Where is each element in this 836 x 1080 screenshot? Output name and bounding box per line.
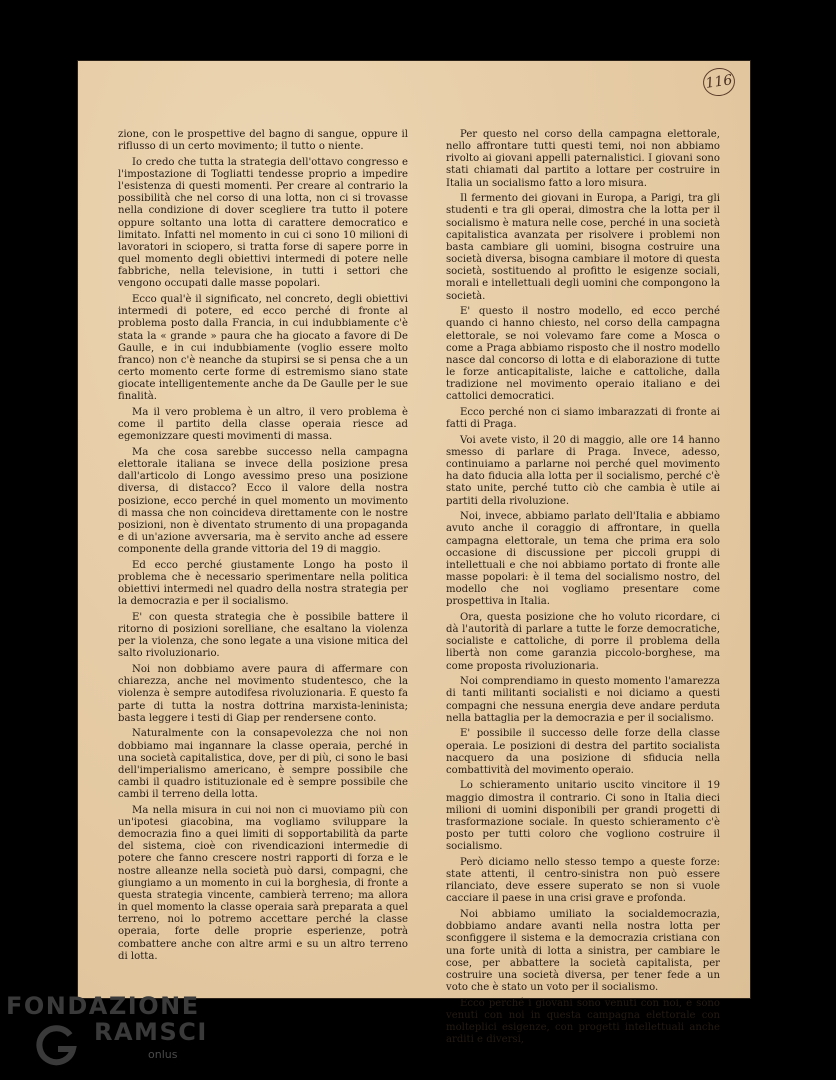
paragraph: E' con questa strategia che è possibile battere il ritorno di posizioni sorelliane, che esaltano la violenza per la violenza, che sono legate a una visione mitica del salto rivoluzionario. [118,611,408,660]
paragraph: Ed ecco perché giustamente Longo ha posto il problema che è necessario sperimentare nella politica obiettivi intermedi nel quadro della nostra strategia per la democrazia e per il socialismo. [118,559,408,608]
paragraph: Però diciamo nello stesso tempo a queste forze: state attenti, il centro-sinistra non può essere rilanciato, deve essere superato se non si vuole cacciare il paese in una crisi grave e profonda. [446,856,720,905]
paragraph: Ecco qual'è il significato, nel concreto, degli obiettivi intermedi di potere, ed ecco perché di fronte al problema posto dalla Francia, in cui indubbiamente c'è stata la « grande » paura che ha giocato a favore di De Gaulle, e in cui indubbiamente (voglio essere molto franco) non c'è neanche da stupirsi se si pensa che a un certo momento certe forme di estremismo siano state giocate intelligentemente anche da De Gaulle per le sue finalità. [118,294,408,403]
paragraph: Noi comprendiamo in questo momento l'amarezza di tanti militanti socialisti e noi diciamo a questi compagni che nessuna energia deve andare perduta nella battaglia per la democrazia e per il socialismo. [446,676,720,724]
paragraph: Per questo nel corso della campagna elettorale, nello affrontare tutti questi temi, noi non abbiamo rivolto ai giovani appelli paternalistici. I giovani sono stati chiamati dal partito a lottare per costruire in Italia un socialismo fatto a loro misura. [446,129,720,189]
page-number-stamp: 116 [701,66,737,98]
paragraph: Ora, questa posizione che ho voluto ricordare, ci dà l'autorità di parlare a tutte le forze democratiche, socialiste e cattoliche, di porre il problema della libertà non come garanzia piccolo-borghese, ma come proposta rivoluzionaria. [446,611,720,672]
paragraph: Il fermento dei giovani in Europa, a Parigi, tra gli studenti e tra gli operai, dimostra che la lotta per il socialismo è matura nelle cose, perché in una società capitalistica avanzata per risolvere i problemi non basta cambiare gli uomini, bisogna costruire una società diversa, bisogna cambiare il motore di questa società, sostituendo al profitto le esigenze sociali, morali e intellettuali degli uomini che compongono la società. [446,193,720,302]
paragraph: Voi avete visto, il 20 di maggio, alle ore 14 hanno smesso di parlare di Praga. Invece, adesso, continuiamo a parlarne noi perché quel movimento ha dato fiducia alla lotta per il socialismo, perché c'è stato unite, perché tutto ciò che cambia è utile ai partiti della rivoluzione. [446,434,720,507]
paragraph: Ma nella misura in cui noi non ci muoviamo più con un'ipotesi giacobina, ma vogliamo sviluppare la democrazia fino a quei limiti di sopportabilità da parte del sistema, cioè con rivendicazioni intermedie di potere che fanno crescere nostri rapporti di forza e le nostre alleanze nella società può darsi, compagni, che giungiamo a un momento in cui la borghesia, di fronte a questa strategia vincente, cambierà terreno; ma allora in quel momento la classe operaia sarà preparata a quel terreno, noi lo potremo accettare perché la classe operaia, forte delle proprie esperienze, potrà combattere anche con altre armi e su un altro terreno di lotta. [118,804,408,962]
paragraph: Ecco perché non ci siamo imbarazzati di fronte ai fatti di Praga. [446,406,720,431]
paragraph: Io credo che tutta la strategia dell'ottavo congresso e l'impostazione di Togliatti tendesse proprio a impedire l'esistenza di questi momenti. Per creare al contrario la possibilità che nel corso di una lotta, non ci si trovasse nella condizione di dover scegliere tra tutto il potere oppure soltanto una lotta di carattere democratico e limitato. Infatti nel momento in cui ci sono 10 milioni di lavoratori in sciopero, si tratta forse di sapere porre in quel momento degli obiettivi intermedi di potere nelle fabbriche, nella televisione, in tutti i settori che vengono occupati dalle masse popolari. [118,156,408,290]
paragraph: Naturalmente con la consapevolezza che noi non dobbiamo mai ingannare la classe operaia, perché in una società capitalistica, dove, per di più, ci sono le basi dell'imperialismo americano, è sempre possibile che cambi il quadro istituzionale ed è sempre possibile che cambi il terreno della lotta. [118,728,408,801]
paragraph: Ecco perché i giovani sono venuti con noi, e sono venuti con noi in questa campagna elettorale con molteplici esigenze, con progetti intellettuali anche arditi e diversi, [446,997,720,1046]
paragraph: Lo schieramento unitario uscito vincitore il 19 maggio dimostra il contrario. Ci sono in Italia dieci milioni di uomini disponibili per grandi progetti di trasformazione sociale. In questo schieramento c'è posto per tutti coloro che vogliono costruire il socialismo. [446,780,720,853]
paragraph: zione, con le prospettive del bagno di sangue, oppure il riflusso di un certo movimento; il tutto o niente. [118,129,408,153]
paragraph: E' questo il nostro modello, ed ecco perché quando ci hanno chiesto, nel corso della campagna elettorale, se noi volevamo fare come a Mosca o come a Praga abbiamo risposto che il nostro modello nasce dal concorso di lotta e di elaborazione di tutte le forze anticapitaliste, laiche e cattoliche, dalla tradizione nel movimento operaio italiano e dei cattolici democratici. [446,306,720,403]
paragraph: Ma che cosa sarebbe successo nella campagna elettorale italiana se invece della posizione presa dall'articolo di Longo avessimo preso una posizione diversa, di distacco? Ecco il valore della nostra posizione, ecco perché in quel momento un movimento di massa che non coincideva direttamente con le nostre posizioni, non è diventato strumento di una propaganda e di un'azione avversaria, ma è servito anche ad essere componente della grande vittoria del 19 di maggio. [118,446,408,556]
fondazione-gramsci-watermark [6,992,246,1072]
paragraph: Ma il vero problema è un altro, il vero problema è come il partito della classe operaia riesce ad egemonizzare questi movimenti di massa. [118,406,408,443]
paragraph: Noi, invece, abbiamo parlato dell'Italia e abbiamo avuto anche il coraggio di affrontare, in quella campagna elettorale, un tema che prima era solo occasione di discussione per piccoli gruppi di intellettuali e che noi abbiamo portato di fronte alle masse popolari: è il tema del socialismo nostro, del modello che noi vogliamo presentare come prospettiva in Italia. [446,511,720,608]
gramsci-g-logo-icon [34,1023,78,1067]
paragraph: Noi abbiamo umiliato la socialdemocrazia, dobbiamo andare avanti nella nostra lotta per sconfiggere il sistema e la democrazia cristiana con una forte unità di lotta a sinistra, per cambiare le cose, per abbattere la società capitalista, per costruire una società diversa, per tener fede a un voto che è stato un voto per il socialismo. [446,909,720,993]
watermark-line2: RAMSCI [94,1018,208,1046]
paragraph: Noi non dobbiamo avere paura di affermare con chiarezza, anche nel movimento studentesco, che la violenza è sempre autodifesa rivoluzionaria. E questo fa parte di tutta la nostra dottrina marxista-leninista; basta leggere i testi di Giap per rendersene conto. [118,664,408,724]
watermark-line3: onlus [148,1048,178,1061]
watermark-line1: FONDAZIONE [6,992,200,1020]
paragraph: E' possibile il successo delle forze della classe operaia. Le posizioni di destra del partito socialista nacquero da una posizione di sfiducia nella combattività del movimento operaio. [446,728,720,776]
right-column [446,129,720,1050]
left-column [118,129,408,966]
